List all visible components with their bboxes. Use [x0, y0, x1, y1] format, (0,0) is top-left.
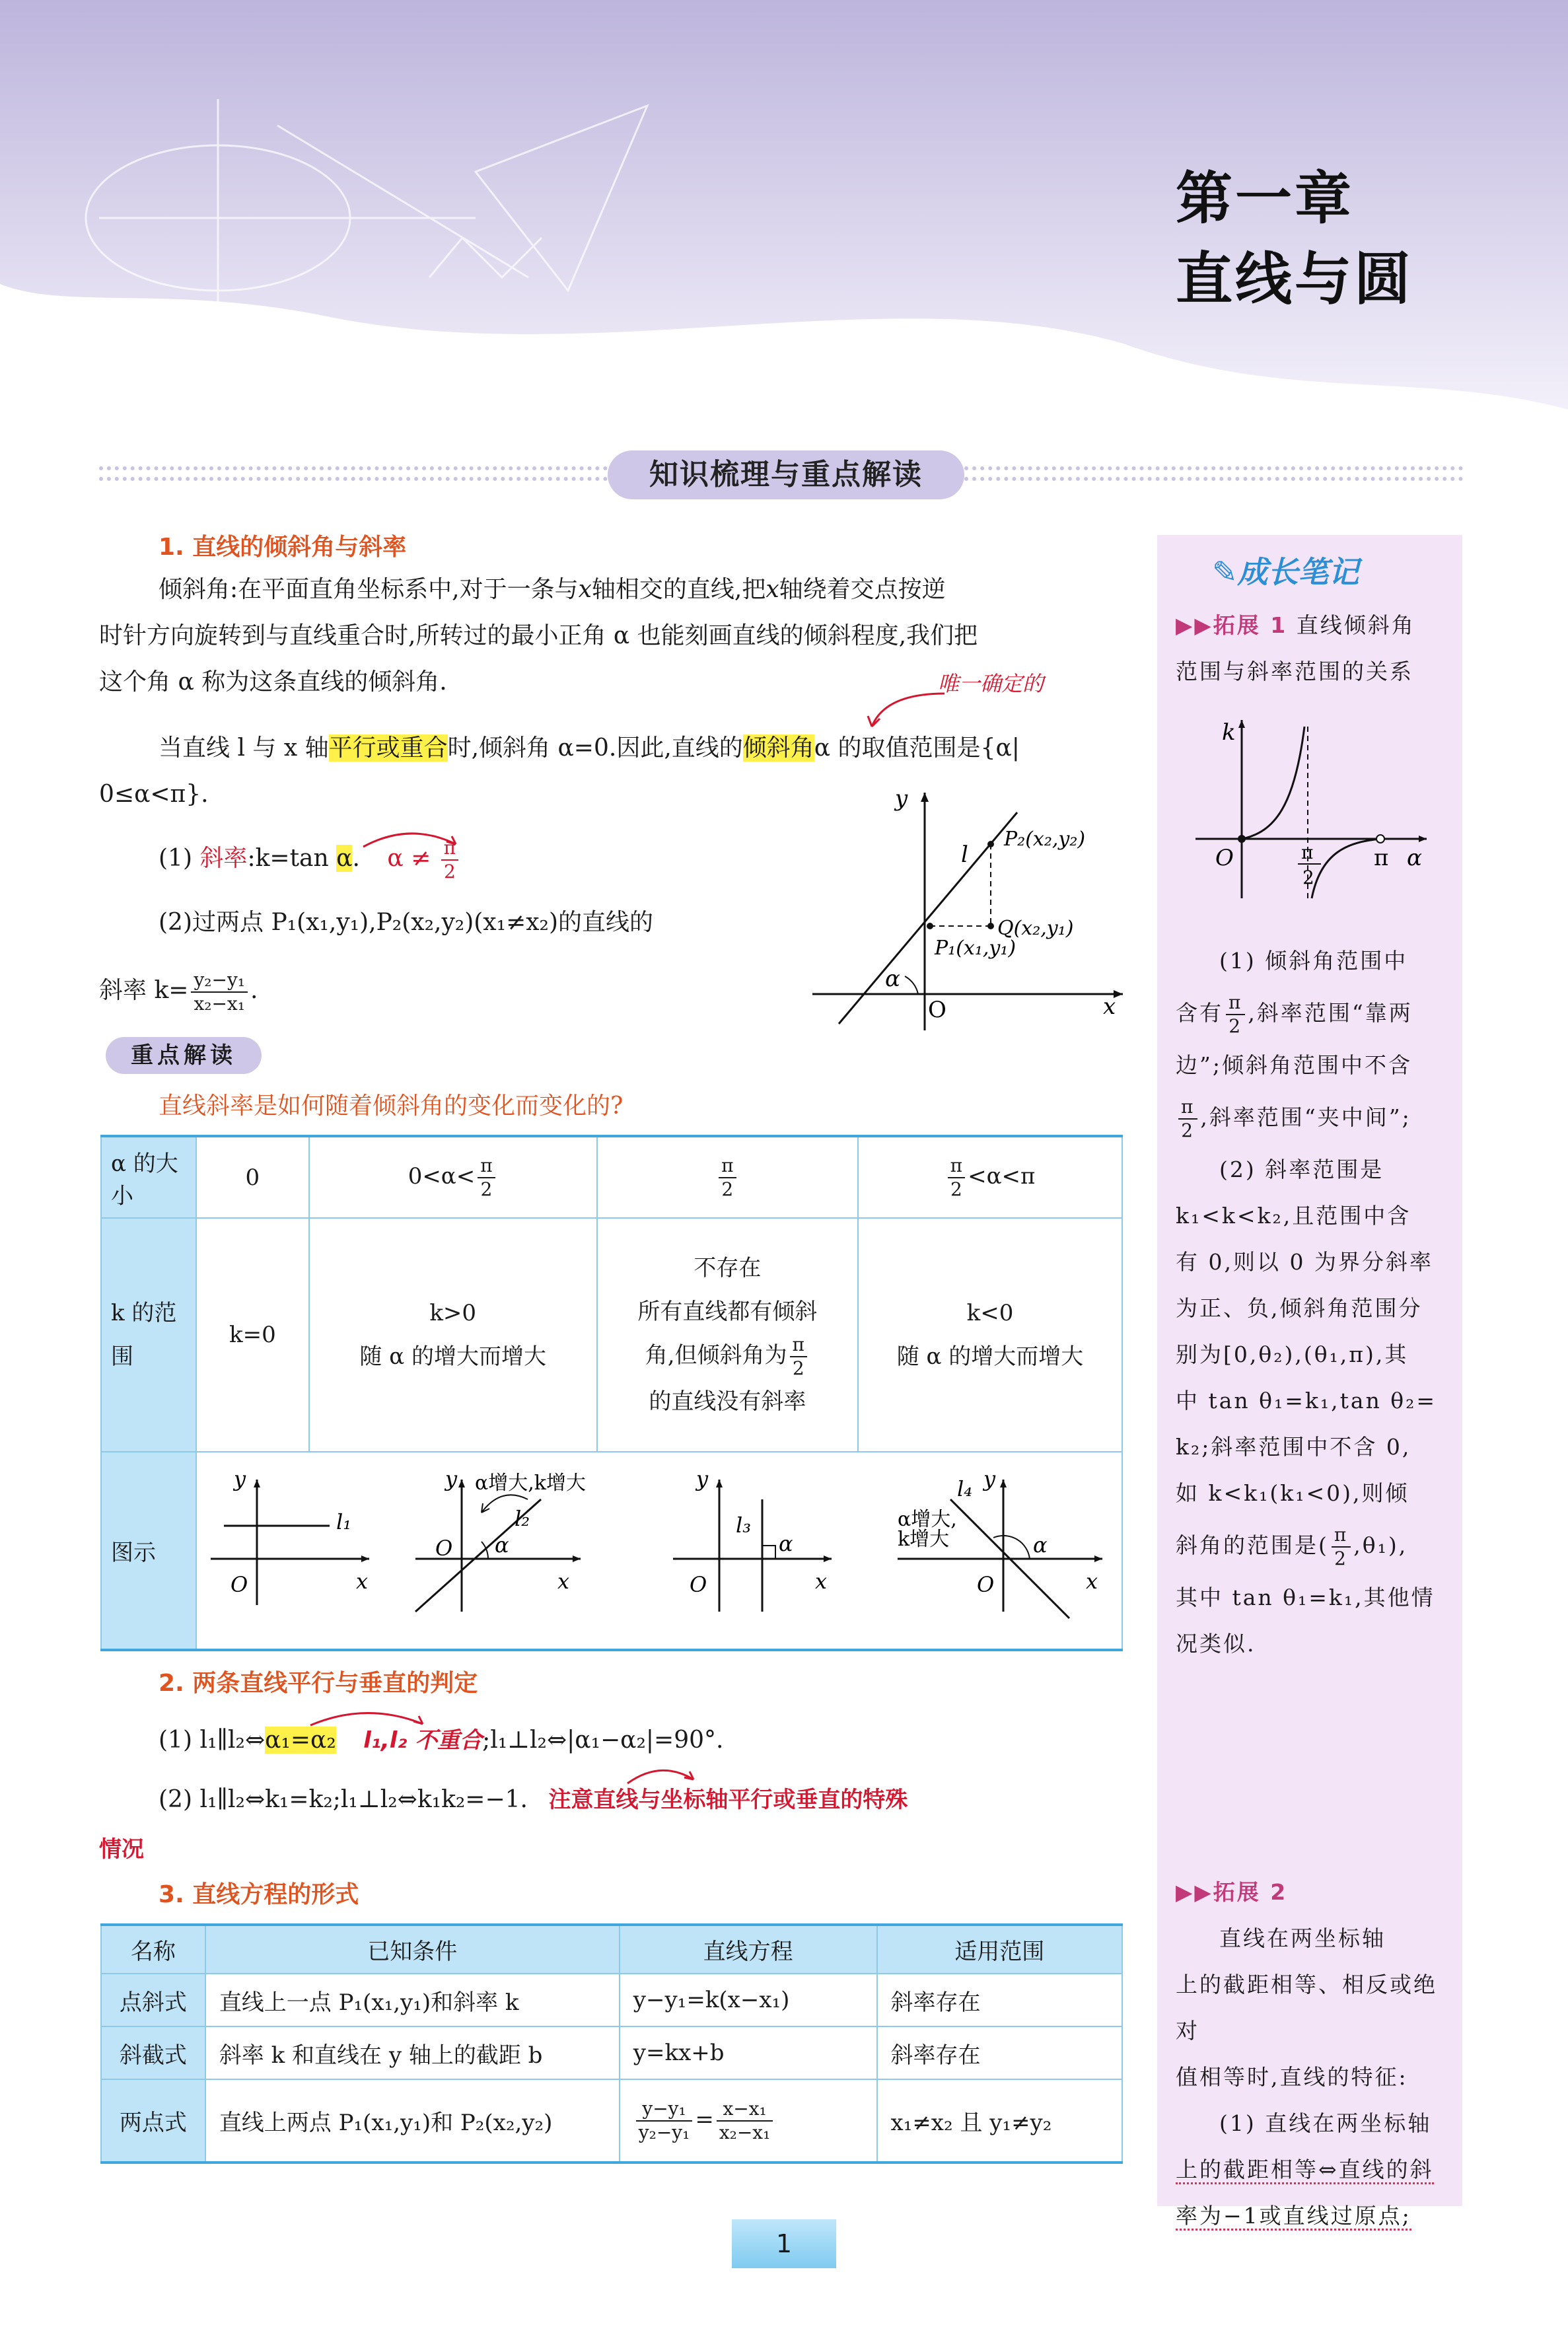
s3-heading: 3. 直线方程的形式 [159, 1881, 359, 1908]
notebook-icon: ✎ [1212, 554, 1238, 590]
svg-text:x: x [1086, 1569, 1098, 1594]
table-row: k 的范围 k=0 k>0 随 α 的增大而增大 不存在 所有直线都有倾斜 角,但倾斜角为 $\frac{\pi}{2}$ 的直线没有斜率 k<0 随 α 的增大而增大 [101, 1218, 1122, 1452]
tan-graph [1189, 713, 1440, 905]
svg-text:2: 2 [1302, 867, 1314, 888]
s1-heading: 1. 直线的倾斜角与斜率 [159, 534, 407, 561]
slope-graph [812, 786, 1129, 1037]
s1-para1: 倾斜角:在平面直角坐标系中,对于一条与x轴相交的直线,把x轴绕着交点按逆 [159, 576, 946, 603]
slope-table [100, 1135, 1123, 1651]
svg-text:α: α [779, 1531, 793, 1556]
title-dots-left-2 [99, 477, 608, 481]
s1-para2: 当直线 l 与 x 轴平行或重合时,倾斜角 α=0.因此,直线的倾斜角α 的取值范围是{α| [159, 734, 1020, 762]
sidebar-ext1: ▶▶拓展 1 直线倾斜角 [1176, 612, 1415, 638]
table-row: 两点式 直线上两点 P₁(x₁,y₁)和 P₂(x₂,y₂) $\frac{\text{y−y₁}}{\text{y₂−y₁}}$ = $\frac{\text{x−x₁}}{\text{x₂−x₁}}$ x₁≠x₂ 且 y₁≠y₂ [101, 2079, 1122, 2163]
svg-text:O: O [690, 1572, 707, 1597]
svg-text:l: l [961, 841, 968, 868]
s2-line1: (1) l₁∥l₂⇔α₁=α₂ l₁,l₂ 不重合;l₁⊥l₂⇔|α₁−α₂|=90°. [159, 1727, 724, 1754]
key-question: 直线斜率是如何随着倾斜角的变化而变化的? [159, 1092, 624, 1120]
svg-text:π: π [1301, 841, 1314, 863]
svg-text:l₄: l₄ [957, 1476, 973, 1501]
svg-text:y: y [445, 1466, 458, 1491]
table-header-row: 名称 已知条件 直线方程 适用范围 [101, 1925, 1122, 1974]
sidebar-ext2: ▶▶拓展 2 直线在两坐标轴 上的截距相等、相反或绝对 值相等时,直线的特征: (1) 直线在两坐标轴 上的截距相等⇔直线的斜 率为−1或直线过原点; [1176, 1869, 1453, 2239]
svg-text:O: O [435, 1536, 453, 1561]
table-row: 图示 y x O l₁ y x O α l₂ α增大,k增大 y x O l₃ α y x O α l₄ α增大, k增大 [101, 1452, 1122, 1650]
section-title: 知识梳理与重点解读 [608, 450, 964, 499]
title-dots-left [99, 466, 608, 470]
svg-text:y: y [895, 786, 908, 812]
s2-line2: (2) l₁∥l₂⇔k₁=k₂;l₁⊥l₂⇔k₁k₂=−1. 注意直线与坐标轴平行或垂直的特殊 [159, 1786, 908, 1813]
title-dots-right [964, 466, 1463, 470]
svg-text:α: α [1407, 845, 1422, 871]
figure-obtuse-angle [898, 1466, 1102, 1618]
s1-para2-line2: 0≤α<π}. [99, 781, 209, 808]
s1-para1-line3: 这个角 α 称为这条直线的倾斜角. [99, 668, 447, 696]
svg-text:x: x [356, 1569, 369, 1594]
svg-text:y: y [983, 1466, 996, 1491]
svg-text:α增大,: α增大, [898, 1508, 957, 1531]
chapter-number: 第一章 [1176, 165, 1354, 232]
figure-right-angle [673, 1466, 832, 1612]
sidebar-title: ✎成长笔记 [1212, 554, 1359, 590]
svg-text:y: y [234, 1466, 246, 1491]
s1-item2: (2)过两点 P₁(x₁,y₁),P₂(x₂,y₂)(x₁≠x₂)的直线的 [159, 909, 653, 936]
svg-text:l₁: l₁ [336, 1509, 352, 1534]
key-badge: 重点解读 [106, 1037, 262, 1074]
table-row: 斜截式 斜率 k 和直线在 y 轴上的截距 b y=kx+b 斜率存在 [101, 2026, 1122, 2079]
svg-text:O: O [977, 1572, 995, 1597]
s2-arrow2 [621, 1762, 700, 1789]
svg-text:x: x [557, 1569, 570, 1594]
svg-text:Q(x₂,y₁): Q(x₂,y₁) [997, 917, 1074, 940]
alpha-arrow [357, 826, 462, 852]
svg-text:k增大: k增大 [898, 1528, 950, 1551]
svg-text:O: O [928, 997, 946, 1023]
row-label: α 的大小 [101, 1136, 196, 1218]
svg-text:x: x [1103, 993, 1116, 1020]
svg-text:α: α [495, 1532, 509, 1557]
svg-text:O: O [231, 1572, 248, 1597]
figure-acute-angle [415, 1466, 586, 1612]
sidebar-notes-1: (1) 倾斜角范围中 含有 $\frac{\pi}{2}$ ,斜率范围“靠两 边”;倾斜角范围中不含 $\frac{\pi}{2}$ ,斜率范围“夹中间”; (2) 斜率范围是 k₁<k<k₂,且范围中含 有 0,则以 0 为界分斜率 为正、负,倾斜角范围分 别为[0,θ₂),(θ₁,π),其 中 tan θ₁=k₁,tan θ₂= k₂;斜率范围中不含 0, 如 k<k₁(k₁<0),则倾 斜角的范围是( $\frac{\pi}{2}$ ,θ₁), 其中 tan θ₁=k₁,其他情 况类似. [1176, 948, 1437, 1657]
chapter-heading [1176, 159, 1413, 320]
svg-text:α增大,k增大: α增大,k增大 [475, 1472, 586, 1495]
svg-text:P₁(x₁,y₁): P₁(x₁,y₁) [935, 937, 1016, 960]
sidebar-ext1-line2: 范围与斜率范围的关系 [1176, 659, 1413, 684]
slope-figures [197, 1453, 1121, 1642]
s2-line2-note: 情况 [99, 1836, 144, 1863]
svg-text:α: α [885, 966, 900, 992]
svg-text:k: k [1222, 719, 1236, 746]
svg-text:y: y [696, 1466, 709, 1491]
line-equation-table [100, 1923, 1123, 2164]
table-row: α 的大小 0 0<α< $\frac{\pi}{2}$ $\frac{\pi}{2}$ $\frac{\pi}{2}$ <α<π [101, 1136, 1122, 1218]
s1-item1: (1) 斜率:k=tan α. α ≠ $\frac{\pi}{2}$ [159, 836, 461, 883]
svg-text:x: x [815, 1569, 828, 1594]
s2-arrow1 [304, 1705, 429, 1732]
svg-text:l₂: l₂ [515, 1506, 530, 1531]
handwritten-note-unique: 唯一确定的 [938, 671, 1044, 696]
slope-formula: 斜率 k= $\frac{\text{y₂−y₁}}{\text{x₂−x₁}}$ . [99, 969, 258, 1015]
figure-zero-slope [211, 1466, 369, 1605]
svg-text:P₂(x₂,y₂): P₂(x₂,y₂) [1004, 828, 1086, 851]
table-row: 点斜式 直线上一点 P₁(x₁,y₁)和斜率 k y−y₁=k(x−x₁) 斜率存在 [101, 1974, 1122, 2026]
svg-text:O: O [1215, 845, 1234, 871]
page-number: 1 [732, 2219, 836, 2268]
svg-text:π: π [1374, 845, 1389, 871]
svg-text:α: α [1033, 1532, 1048, 1557]
chapter-title: 直线与圆 [1176, 246, 1413, 312]
slope-term: 斜率 [199, 845, 248, 872]
title-dots-right-2 [964, 477, 1463, 481]
svg-text:l₃: l₃ [736, 1513, 752, 1538]
s1-para1-line2: 时针方向旋转到与直线重合时,所转过的最小正角 α 也能刻画直线的倾斜程度,我们把 [99, 622, 978, 649]
s2-heading: 2. 两条直线平行与垂直的判定 [159, 1670, 478, 1697]
